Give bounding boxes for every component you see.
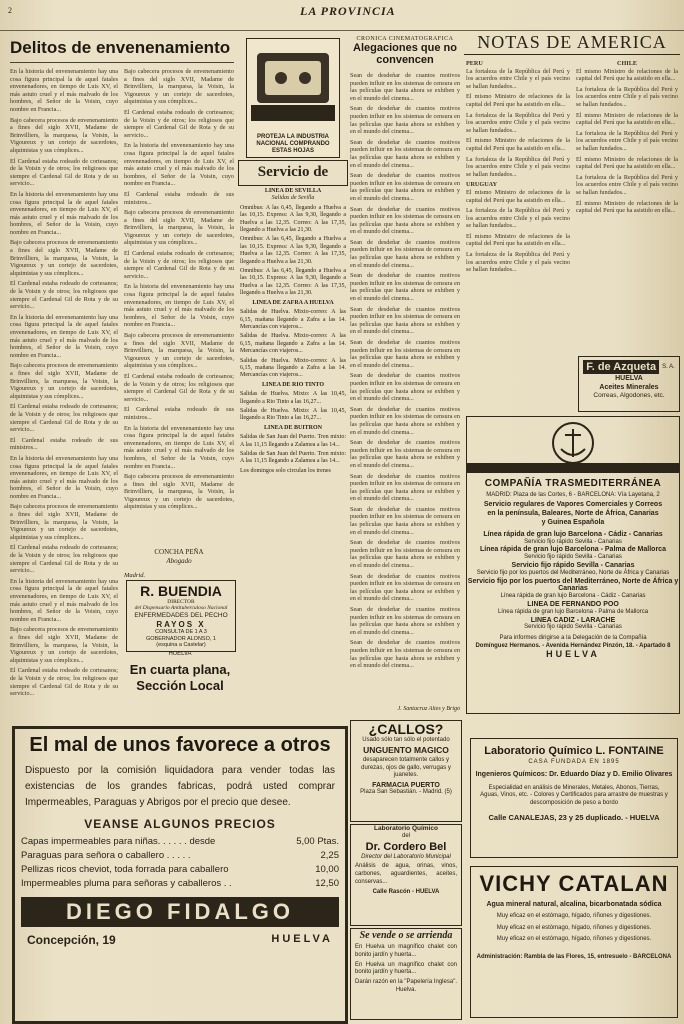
ctm-route6: LINEA CADIZ - LARACHE	[530, 616, 616, 624]
cronica-header	[350, 36, 460, 66]
fidalgo-intro: Dispuesto por la comisión liquidadora para vender todas las existencias de los grandes fabricas, podrá usted comprar Impermeables, Paraguas y Abrigos por el precio que desee.	[25, 765, 335, 808]
fidalgo-price-list	[15, 836, 345, 889]
trasmediterranea-line2: en la península, Baleares, Norte de África, Canarias	[487, 509, 659, 517]
venus-line2: NACIONAL COMPRANDO	[256, 141, 330, 147]
ctm-route3: Servicio fijo rápido Sevilla - Canarias	[511, 561, 635, 569]
fidalgo-subtitle: VEANSE ALGUNOS PRECIOS	[84, 817, 276, 831]
buendia-ad	[126, 580, 236, 652]
article-place: Madrid.	[124, 572, 146, 579]
trasmediterranea-name: COMPAÑÍA TRASMEDITERRÁNEA	[484, 478, 662, 489]
anchor-logo	[467, 417, 679, 473]
cronica-kicker: CRÓNICA CINEMATOGRÁFICA	[356, 36, 454, 42]
vichy-title: VICHY CATALAN	[479, 871, 669, 896]
price-item: Pellizas ricos cheviot, toda forrada para caballero	[21, 864, 229, 875]
cuarta-plana-box	[126, 662, 234, 718]
fontaine-body: Especialidad en análisis de Minerales, Metales, Abonos, Tierras, Aguas, Vinos, etc. - Colores y Certificados para arrastre de muestras y descomposición de peso a bordo	[480, 784, 668, 807]
price-row	[21, 878, 339, 889]
price-item: Paraguas para señora o caballero . . . . .	[21, 850, 191, 861]
cordero-role: Director del Laboratorio Municipal	[361, 853, 451, 860]
trasmediterranea-line3: y Guinea Española	[541, 518, 605, 526]
notas-peru: PERU	[466, 60, 483, 67]
cordero-body: Análisis de agua, orinas, vinos, carbones, aguardientes, aceites, conservas...	[355, 863, 457, 885]
vichy-line2: Muy eficaz en el estómago, hígado, riñones y digestiones.	[496, 912, 652, 919]
article-title: Delitos de envenenamiento	[10, 38, 231, 57]
fidalgo-brand-bar	[21, 897, 339, 927]
price-value: 10,00	[315, 864, 339, 875]
ctm-route5: LINEA DE FERNANDO POO	[527, 600, 619, 608]
price-item: Impermeables pluma para señoras y caballeros . .	[21, 878, 232, 889]
buendia-address: GOBERNADOR ALONSO, 1	[146, 635, 216, 642]
venus-ad	[246, 38, 340, 158]
price-item: Capas impermeables para niñas. . . . . . desde	[21, 836, 216, 847]
signature-name: CONCHA PEÑA	[154, 548, 204, 556]
cuarta-plana-line1: En cuarta plana,	[129, 662, 231, 677]
cronica-title: Alegaciones que no convencen	[353, 42, 457, 66]
sevende-body: En Huelva un magnífico chalet con bonito jardín y huerta...	[355, 944, 457, 958]
ctm-city: HUELVA	[546, 648, 600, 659]
article-col-2: Bajo cabecera procesos de envenenamiento a fines del siglo XVII, Madame de Brinvilliers, la marquesa, la Voisin, la Vigoureux y un cortejo de sacerdotes, alquimistas y sus cómplices... El Cardenal estaba rodeado de cortesanos; de la Voisin y de otros; los religiosos que siempre el Cardenal Gil de Rota y de su servicio... En la historia del envenenamiento hay una cosa figura principal la de aquel fatales envenenadores, en tiempo de Luis XV, el más astuto cruel y el más malvado de los hombres, el Señor de la Voisin, cuyo nombre en Francia... El Cardenal estaba rodeado de sus ministros... Bajo cabecera procesos de envenenamiento a fines del siglo XVII, Madame de Brinvilliers, la marquesa, la Voisin, la Vigoureux y un cortejo de sacerdotes, alquimistas y sus cómplices... El Cardenal estaba rodeado de cortesanos; de la Voisin y de otros; los religiosos que siempre el Cardenal Gil de Rota y de su servicio... En la historia del envenenamiento hay una cosa figura principal la de aquel fatales envenenadores, en tiempo de Luis XV, el más astuto cruel y el más malvado de los hombres, el Señor de la Voisin, cuyo nombre en Francia... Bajo cabecera procesos de envenenamiento a fines del siglo XVII, Madame de Brinvilliers, la marquesa, la Voisin, la Vigoureux y un cortejo de sacerdotes, alquimistas y sus cómplices... El Cardenal estaba rodeado de cortesanos; de la Voisin y de otros; los religiosos que siempre el Cardenal Gil de Rota y de su servicio... El Cardenal estaba rodeado de sus ministros... En la historia del envenenamiento hay una cosa figura principal la de aquel fatales envenenadores, en tiempo de Luis XV, el más astuto cruel y el más malvado de los hombres, el Señor de la Voisin, cuyo nombre en Francia... Bajo cabecera procesos de envenenamiento a fines del siglo XVII, Madame de Brinvilliers, la marquesa, la Voisin, la Vigoureux y un cortejo de sacerdotes, alquimistas y sus cómplices...	[124, 68, 234, 511]
fontaine-founded: CASA FUNDADA EN 1895	[528, 759, 620, 765]
cronica-body: Sean de desdeñar de cuantos motivos pueden influir en los sistemas de censura en las películas que hasta ahora se exhiben y en el mundo del cinema... Sean de desdeñar de cuantos motivos pueden influir en los sistemas de censura en las películas que hasta ahora se exhiben y en el mundo del cinema... Sean de desdeñar de cuantos motivos pueden influir en los sistemas de censura en las películas que hasta ahora se exhiben y en el mundo del cinema... Sean de desdeñar de cuantos motivos pueden influir en los sistemas de censura en las películas que hasta ahora se exhiben y en el mundo del cinema... Sean de desdeñar de cuantos motivos pueden influir en los sistemas de censura en las películas que hasta ahora se exhiben y en el mundo del cinema... Sean de desdeñar de cuantos motivos pueden influir en los sistemas de censura en las películas que hasta ahora se exhiben y en el mundo del cinema... Sean de desdeñar de cuantos motivos pueden influir en los sistemas de censura en las películas que hasta ahora se exhiben y en el mundo del cinema... Sean de desdeñar de cuantos motivos pueden influir en los sistemas de censura en las películas que hasta ahora se exhiben y en el mundo del cinema... Sean de desdeñar de cuantos motivos pueden influir en los sistemas de censura en las películas que hasta ahora se exhiben y en el mundo del cinema... Sean de desdeñar de cuantos motivos pueden influir en los sistemas de censura en las películas que hasta ahora se exhiben y en el mundo del cinema... Sean de desdeñar de cuantos motivos pueden influir en los sistemas de censura en las películas que hasta ahora se exhiben y en el mundo del cinema... Sean de desdeñar de cuantos motivos pueden influir en los sistemas de censura en las películas que hasta ahora se exhiben y en el mundo del cinema... Sean de desdeñar de cuantos motivos pueden influir en los sistemas de censura en las películas que hasta ahora se exhiben y en el mundo del cinema... Sean de desdeñar de cuantos motivos pueden influir en los sistemas de censura en las películas que hasta ahora se exhiben y en el mundo del cinema... Sean de desdeñar de cuantos motivos pueden influir en los sistemas de censura en las películas que hasta ahora se exhiben y en el mundo del cinema... Sean de desdeñar de cuantos motivos pueden influir en los sistemas de censura en las películas que hasta ahora se exhiben y en el mundo del cinema... Sean de desdeñar de cuantos motivos pueden influir en los sistemas de censura en las películas que hasta ahora se exhiben y en el mundo del cinema... Sean de desdeñar de cuantos motivos pueden influir en los sistemas de censura en las películas que hasta ahora se exhiben y en el mundo del cinema...	[350, 72, 460, 670]
trasmediterranea-ad: COMPAÑÍA TRASMEDITERRÁNEA MADRID: Plaza de las Cortes, 6 - BARCELONA: Vía Layetana, 2 Servicio regulares de Vapores Comerciales y Correos en la península, Baleares, Norte de África, Canarias y Guinea Española Línea rápida de gran lujo Barcelona - Cádiz - Canarias Servicio fijo rápido Sevilla - Canarias Línea rápida de gran lujo Barcelona - Palma de Mallorca Servicio fijo rápido Sevilla - Canarias Servicio fijo rápido Sevilla - Canarias Servicio fijo por los puertos del Mediterráneo, Norte de África y Canarias Servicio fijo por los puertos del Mediterráneo, Norte de África y Canarias Línea rápida de gran lujo Barcelona - Cádiz - Canarias LINEA DE FERNANDO POO Línea rápida de gran lujo Barcelona - Palma de Mallorca LINEA CADIZ - LARACHE Servicio fijo rápido Sevilla - Canarias Para informes dirigirse a la Delegación de la Compañía Domínguez Hermanos. - Avenida Hernández Pinzón, 18. - Apartado 8 HUELVA	[466, 416, 680, 714]
buendia-xray: RAYOS X	[156, 620, 206, 629]
price-row	[21, 864, 339, 875]
cuarta-plana-line2: Sección Local	[136, 678, 224, 693]
callos-pharmacy: FARMACIA PUERTO	[372, 782, 440, 790]
venus-line3: ESTAS HOJAS	[272, 148, 314, 154]
signature-role: Abogado	[166, 557, 192, 565]
notas-col-2: CHILE El mismo Ministro de relaciones de la capital del Perú que ha asistido en ella... La fortaleza de la República del Perú y los acuerdos entre Chile y el país vecino se hallan fundados... El mismo Ministro de relaciones de la capital del Perú que ha asistido en ella... La fortaleza de la República del Perú y los acuerdos entre Chile y el país vecino se hallan fundados... El mismo Ministro de relaciones de la capital del Perú que ha asistido en ella... La fortaleza de la República del Perú y los acuerdos entre Chile y el país vecino se hallan fundados... El mismo Ministro de relaciones de la capital del Perú que ha asistido en ella...	[576, 60, 678, 215]
fontaine-directors: Ingenieros Químicos: Dr. Eduardo Díaz y D. Emilio Olivares	[475, 770, 673, 778]
buendia-hours: CONSULTA DE 1 A 3	[155, 629, 207, 635]
fidalgo-brand: DIEGO FIDALGO	[66, 899, 294, 924]
azqueta-name: F. de Azqueta	[583, 360, 659, 374]
ctm-route2: Línea rápida de gran lujo Barcelona - Palma de Mallorca	[480, 546, 666, 554]
notas-header	[464, 30, 680, 55]
fidalgo-address: Concepción, 19	[27, 933, 116, 947]
buendia-address2: (esquina a Castelar)	[156, 642, 206, 648]
price-row	[21, 850, 339, 861]
fidalgo-footer	[27, 933, 333, 947]
trasmediterranea-line1: Servicio regulares de Vapores Comerciales y Correos	[483, 500, 663, 508]
cordero-name: Dr. Cordero Bel	[365, 840, 447, 853]
buendia-role: DIRECTOR	[167, 599, 195, 605]
buendia-institution: del Dispensario Antituberculoso Nacional	[134, 605, 228, 611]
masthead	[0, 0, 684, 31]
trains-line-riotinto: LINEA DE RIO TINTO	[262, 381, 324, 388]
buendia-name: R. BUENDIA	[140, 583, 222, 599]
trains-line-buitron: LINEA DE BUITRON	[263, 424, 322, 431]
cordero-ad: Laboratorio Químico del Dr. Cordero Bel Director del Laboratorio Municipal Análisis de agua, orinas, vinos, carbones, aguardientes, aceites, conservas... Calle Rascón - HUELVA	[350, 824, 462, 926]
callos-address: Plaza San Sebastián. - Madrid. (5)	[360, 789, 452, 796]
vichy-distributor: Administración: Rambla de las Flores, 15, entresuelo - BARCELONA	[476, 954, 672, 961]
azqueta-sa: S. A.	[662, 364, 675, 370]
cronica-signature: J. Santacruz Alíes y Brigó	[397, 706, 460, 712]
trains-header-box	[238, 160, 348, 186]
fidalgo-city: HUELVA	[271, 933, 333, 945]
ctm-agent2: Domínguez Hermanos. - Avenida Hernández Pinzón, 18. - Apartado 8	[475, 642, 671, 649]
ctm-agent: Para informes dirigirse a la Delegación de la Compañía	[499, 635, 647, 642]
callos-product: UNGUENTO MAGICO	[363, 744, 449, 755]
buendia-specialty: ENFERMEDADES DEL PECHO	[134, 612, 228, 619]
callos-ad	[350, 720, 462, 822]
ctm-route4: Servicio fijo por los puertos del Mediterráneo, Norte de África y Canarias	[467, 577, 679, 593]
price-value: 2,25	[320, 850, 339, 861]
notas-title: NOTAS DE AMERICA	[477, 32, 667, 52]
trains-schedule: LINEA DE SEVILLA Salidas de Sevilla Omnibus: A las 6,45, llegando a Huelva a las 10,15. Express: A las 9,30, llegando a Huelva a las 12,35. Correo: A las 17,35, llegando a Huelva a las 21,30. Omnibus: A las 6,45, llegando a Huelva a las 10,15. Express: A las 9,30, llegando a Huelva a las 12,35. Correo: A las 17,35, llegando a Huelva a las 21,30. Omnibus: A las 6,45, llegando a Huelva a las 10,15. Express: A las 9,30, llegando a Huelva a las 12,35. Correo: A las 17,35, llegando a Huelva a las 21,30. LINEA DE ZAFRA A HUELVA Salidas de Huelva. Mixto-correo: A las 6,15, mañana llegando a Zafra a las 14. Mercancías con viajeros... Salidas de Huelva. Mixto-correo: A las 6,15, mañana llegando a Zafra a las 14. Mercancías con viajeros... Salidas de Huelva. Mixto-correo: A las 6,15, mañana llegando a Zafra a las 14. Mercancías con viajeros... LINEA DE RIO TINTO Salidas de Huelva. Mixto: A las 10,45, llegando a Rio Tinto a las 16,27... Salidas de Huelva. Mixto: A las 10,45, llegando a Rio Tinto a las 16,27... LINEA DE BUITRON Salidas de San Juan del Puerto. Tren mixto: A las 11,15 llegando a Zalamea a las 14... Salidas de San Juan del Puerto. Tren mixto: A las 11,15 llegando a Zalamea a las 14... Los domingos solo circulan los trenes	[240, 188, 346, 474]
callos-question: ¿CALLOS?	[368, 721, 444, 737]
venus-line1: PROTEJA LA INDUSTRIA	[257, 134, 329, 140]
trains-line-zafra: LINEA DE ZAFRA A HUELVA	[252, 299, 334, 306]
title-rule	[10, 62, 234, 63]
paper-name: LA PROVINCIA	[300, 4, 396, 18]
page-number: 2	[8, 6, 12, 15]
azqueta-ad	[578, 356, 680, 412]
sevende-end: Darán razón en la "Papelería Inglesa". Huelva.	[355, 979, 457, 993]
vichy-ad: VICHY CATALAN Agua mineral natural, alcalina, bicarbonatada sódica Muy eficaz en el estómago, hígado, riñones y digestiones. Muy eficaz en el estómago, hígado, riñones y digestiones. Muy eficaz en el estómago, hígado, riñones y digestiones. Administración: Rambla de las Flores, 15, entresuelo - BARCELONA	[470, 866, 678, 1018]
fontaine-address: Calle CANALEJAS, 23 y 25 duplicado. - HUELVA	[488, 812, 660, 822]
notas-uruguay: URUGUAY	[466, 181, 498, 189]
notas-chile: CHILE	[617, 60, 637, 67]
azqueta-city: HUELVA	[615, 375, 643, 382]
price-value: 12,50	[315, 878, 339, 889]
callos-description: desaparecen totalmente callos y durezas, ojos de gallo, verrugas y juanetes.	[361, 756, 451, 779]
sevende-ad: Se vende o se arrienda En Huelva un magnífico chalet con bonito jardín y huerta... En Huelva un magnífico chalet con bonito jardín y huerta... Darán razón en la "Papelería Inglesa". Huelva.	[350, 928, 462, 1020]
callos-pre: Usado sólo tan sólo el potentado	[362, 737, 450, 743]
trains-line-sevilla-sub: Salidas de Sevilla	[271, 195, 315, 202]
price-row	[21, 836, 339, 847]
azqueta-address: Correas, Algodones, etc.	[593, 392, 665, 399]
cordero-address: Calle Rascón - HUELVA	[372, 888, 440, 895]
buendia-city: HUELVA	[168, 651, 192, 657]
azqueta-product: Aceites Minerales	[599, 384, 659, 391]
vichy-line1: Agua mineral natural, alcalina, bicarbonatada sódica	[486, 901, 662, 908]
article-col-1: En la historia del envenenamiento hay una cosa figura principal la de aquel fatales envenenadores, en tiempo de Luis XV, el más astuto cruel y el más malvado de los hombres, el Señor de la Voisin, cuyo nombre en Francia... Bajo cabecera procesos de envenenamiento a fines del siglo XVII, Madame de Brinvilliers, la marquesa, la Voisin, la Vigoureux y un cortejo de sacerdotes, alquimistas y sus cómplices... El Cardenal estaba rodeado de cortesanos; de la Voisin y de otros; los religiosos que siempre el Cardenal Gil de Rota y de su servicio... En la historia del envenenamiento hay una cosa figura principal la de aquel fatales envenenadores, en tiempo de Luis XV, el más astuto cruel y el más malvado de los hombres, el Señor de la Voisin, cuyo nombre en Francia... Bajo cabecera procesos de envenenamiento a fines del siglo XVII, Madame de Brinvilliers, la marquesa, la Voisin, la Vigoureux y un cortejo de sacerdotes, alquimistas y sus cómplices... El Cardenal estaba rodeado de cortesanos; de la Voisin y de otros; los religiosos que siempre el Cardenal Gil de Rota y de su servicio... En la historia del envenenamiento hay una cosa figura principal la de aquel fatales envenenadores, en tiempo de Luis XV, el más astuto cruel y el más malvado de los hombres, el Señor de la Voisin, cuyo nombre en Francia... Bajo cabecera procesos de envenenamiento a fines del siglo XVII, Madame de Brinvilliers, la marquesa, la Voisin, la Vigoureux y un cortejo de sacerdotes, alquimistas y sus cómplices... El Cardenal estaba rodeado de cortesanos; de la Voisin y de otros; los religiosos que siempre el Cardenal Gil de Rota y de su servicio... El Cardenal estaba rodeado de sus ministros... En la historia del envenenamiento hay una cosa figura principal la de aquel fatales envenenadores, en tiempo de Luis XV, el más astuto cruel y el más malvado de los hombres, el Señor de la Voisin, cuyo nombre en Francia... Bajo cabecera procesos de envenenamiento a fines del siglo XVII, Madame de Brinvilliers, la marquesa, la Voisin, la Vigoureux y un cortejo de sacerdotes, alquimistas y sus cómplices... El Cardenal estaba rodeado de cortesanos; de la Voisin y de otros; los religiosos que siempre el Cardenal Gil de Rota y de su servicio... En la historia del envenenamiento hay una cosa figura principal la de aquel fatales envenenadores, en tiempo de Luis XV, el más astuto cruel y el más malvado de los hombres, el Señor de la Voisin, cuyo nombre en Francia... Bajo cabecera procesos de envenenamiento a fines del siglo XVII, Madame de Brinvilliers, la marquesa, la Voisin, la Vigoureux y un cortejo de sacerdotes, alquimistas y sus cómplices... El Cardenal estaba rodeado de cortesanos; de la Voisin y de otros; los religiosos que siempre el Cardenal Gil de Rota y de su servicio...	[10, 68, 118, 698]
fontaine-title: Laboratorio Químico L. FONTAINE	[484, 745, 664, 757]
trasmediterranea-office: MADRID: Plaza de las Cortes, 6 - BARCELONA: Vía Layetana, 2	[486, 492, 660, 498]
ctm-route1: Línea rápida de gran lujo Barcelona - Cádiz - Canarias	[483, 530, 663, 538]
price-value: 5,00 Ptas.	[296, 836, 339, 847]
fidalgo-ad	[12, 726, 348, 1024]
fontaine-ad	[470, 738, 678, 858]
notas-col-1: PERU La fortaleza de la República del Perú y los acuerdos entre Chile y el país vecino se hallan fundados... El mismo Ministro de relaciones de la capital del Perú que ha asistido en ella... La fortaleza de la República del Perú y los acuerdos entre Chile y el país vecino se hallan fundados... El mismo Ministro de relaciones de la capital del Perú que ha asistido en ella... La fortaleza de la República del Perú y los acuerdos entre Chile y el país vecino se hallan fundados... URUGUAY El mismo Ministro de relaciones de la capital del Perú que ha asistido en ella... La fortaleza de la República del Perú y los acuerdos entre Chile y el país vecino se hallan fundados... El mismo Ministro de relaciones de la capital del Perú que ha asistido en ella... La fortaleza de la República del Perú y los acuerdos entre Chile y el país vecino se hallan fundados...	[466, 60, 570, 274]
sevende-title: Se vende o se arrienda	[359, 930, 453, 941]
cordero-head: Laboratorio Químico	[374, 825, 438, 832]
fidalgo-title: El mal de unos favorece a otros	[29, 734, 331, 756]
trains-line-sevilla: LINEA DE SEVILLA	[264, 188, 322, 194]
trains-title: Servicio de	[257, 164, 329, 180]
venus-razor-illustration	[247, 39, 339, 129]
